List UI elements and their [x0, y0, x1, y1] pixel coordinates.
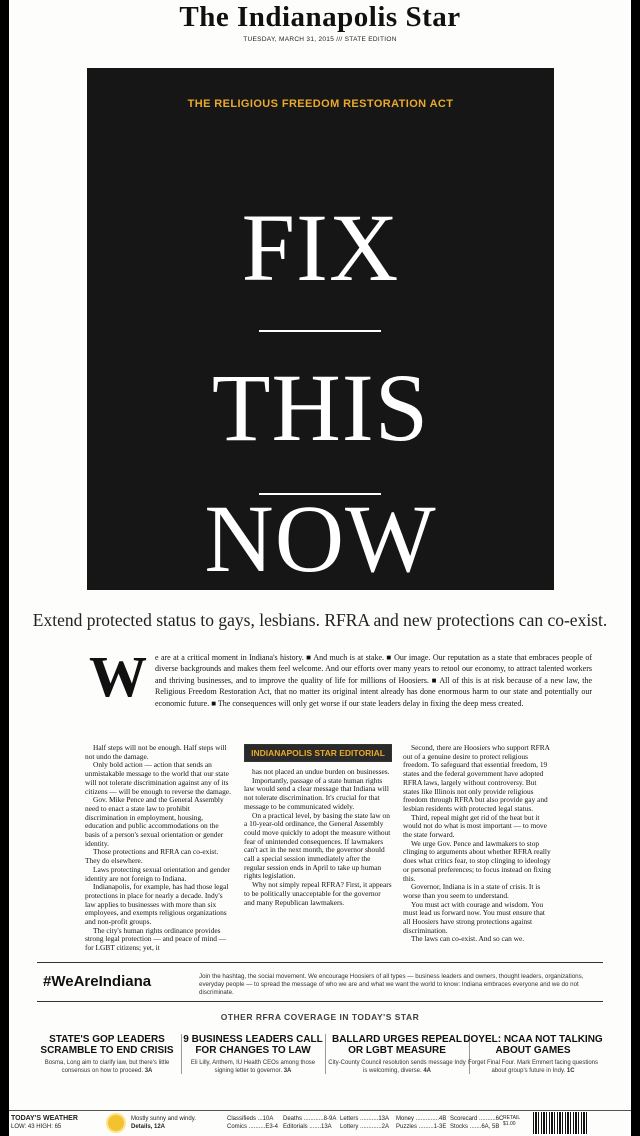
paragraph: Importantly, passage of a state human rights law would send a clear message that Indiana will not tolerate discrimination. It's crucial for that message to be communicated widely.: [244, 775, 389, 811]
hashtag-bar: [37, 962, 603, 1002]
price-box: [503, 1115, 520, 1127]
teaser-summary: City-County Council resolution sends message Indy is welcoming, diverse. 4A: [328, 1060, 466, 1074]
index-group: [450, 1115, 503, 1131]
editorial-label-box: [244, 744, 392, 762]
editorial-label: INDIANAPOLIS STAR EDITORIAL: [245, 745, 391, 761]
teaser-page: 4A: [423, 1068, 432, 1074]
footer-index-bar: [9, 1110, 631, 1136]
hero-panel: [87, 68, 554, 590]
index-entry: Stocks .......6A, 5B: [450, 1124, 500, 1130]
index-group: [227, 1115, 278, 1131]
paragraph: has not placed an undue burden on businesses.: [252, 767, 390, 776]
index-entry: Deaths ............8-9A: [283, 1116, 337, 1122]
teaser-page: 3A: [144, 1068, 153, 1074]
weather-title: TODAY'S WEATHER: [11, 1115, 78, 1122]
paragraph: Second, there are Hoosiers who support RFRA out of a genuine desire to protect religious freedom. To safeguard that essential freedom, 19 states and the federal government have adopted RFRA laws, largely without controversy. But states like Illinois not only provide religious freedom through RFRA but also provide gay and lesbian residents with protected legal status.: [403, 743, 550, 813]
teaser-headline: DOYEL: NCAA NOT TALKING ABOUT GAMES: [463, 1034, 603, 1056]
teaser-page: 1C: [566, 1068, 575, 1074]
hashtag-text: Join the hashtag, the social movement. We encourage Hoosiers of all types — business leaders and owners, thought leaders, organizations, everyday people — to spread the message of who we are and what we want the world to know: Indiana embraces everyone and we do not discriminate.: [199, 973, 584, 996]
index-group: [340, 1115, 389, 1131]
index-entry: Money ..............4B: [396, 1116, 447, 1122]
teaser-summary: Forget Final Four. Mark Emmert facing questions about group's future in Indy. 1C: [467, 1060, 599, 1074]
paragraph: Half steps will not be enough. Half steps will not undo the damage.: [85, 743, 227, 761]
hero-divider: [259, 330, 381, 332]
weather-details-link[interactable]: Details, 12A: [131, 1124, 166, 1130]
index-entry: Comics ..........E3-4: [227, 1124, 279, 1130]
newspaper-front-page: [9, 0, 631, 1136]
teaser-summary: Bosma, Long aim to clarify law, but there's little consensus on how to proceed. 3A: [44, 1060, 170, 1074]
paragraph: Only bold action — action that sends an unmistakable message to the world that our state will not tolerate discrimination against any of its citizens — will be enough to reverse the damage.: [85, 760, 231, 796]
hero-kicker: THE RELIGIOUS FREEDOM RESTORATION ACT: [187, 98, 454, 110]
paragraph: Why not simply repeal RFRA? First, it appears to be politically unacceptable for the governor and many Republican lawmakers.: [244, 880, 392, 907]
paragraph: Governor, Indiana is in a state of crisis. It is worse than you seem to understand.: [403, 882, 541, 900]
index-group: [283, 1115, 336, 1131]
deck-subheadline: Extend protected status to gays, lesbians. RFRA and new protections can co-exist.: [32, 610, 608, 630]
teaser-item[interactable]: [183, 1034, 323, 1075]
hero-word-now: NOW: [204, 485, 437, 592]
hero-word-this: THIS: [211, 354, 430, 461]
teaser-headline: BALLARD URGES REPEAL OR LGBT MEASURE: [331, 1034, 462, 1056]
index-entry: Puzzles .........1-3E: [396, 1124, 447, 1130]
column-3: [403, 744, 551, 944]
intro-paragraph: [89, 644, 592, 709]
column-2: [244, 744, 392, 907]
paragraph: Gov. Mike Pence and the General Assembly need to enact a state law to prohibit discrimination in employment, housing, education and public accommodations on the basis of a person's sexual orientation or gender identity.: [85, 795, 224, 848]
weather-temps: LOW: 43 HIGH: 65: [11, 1124, 62, 1130]
column-1: [85, 744, 233, 953]
sun-icon: [106, 1113, 126, 1133]
dropcap: W: [89, 644, 147, 709]
teaser-item[interactable]: [463, 1034, 603, 1075]
teaser-divider: [325, 1034, 326, 1074]
paragraph: Third, repeal might get rid of the heat but it would not do what is most important — to move the state forward.: [403, 812, 547, 840]
teaser-headline: 9 BUSINESS LEADERS CALL FOR CHANGES TO LAW: [183, 1034, 323, 1056]
paragraph: Indianapolis, for example, has had those legal protections in place for nearly a decade. Indy's law applies to businesses with more than six employees, and exempts religious organizations and non-profit groups.: [85, 882, 229, 927]
paragraph: You must act with courage and wisdom. You must lead us forward now. You must ensure that all Hoosiers have strong protections against discrimination.: [403, 899, 545, 935]
weather-forecast: Mostly sunny and windy.: [131, 1116, 196, 1122]
dateline: TUESDAY, MARCH 31, 2015 /// STATE EDITION: [243, 36, 397, 43]
paragraph: On a practical level, by basing the state law on a 10-year-old ordinance, the General Assembly could move quickly to adopt the measure without fear of unintended consequences. If lawmakers can't act in the next month, the governor should call a special session immediately after the regular session ends in April to take up human rights legislation.: [244, 810, 391, 881]
index-entry: Scorecard ..........6C: [450, 1116, 504, 1122]
index-entry: Editorials .......13A: [283, 1124, 332, 1130]
other-coverage-heading: OTHER RFRA COVERAGE IN TODAY'S STAR: [220, 1012, 420, 1022]
intro-text: e are at a critical moment in Indiana's history. ■ And much is at stake. ■ Our image. Our reputation as a state that embraces people of diverse backgrounds and makes them feel welcome. And our efforts over many years to retool our economy, to attract talented workers and thriving businesses, and to improve the quality of life for millions of Hoosiers. ■ All of this is at risk because of a new law, the Religious Freedom Restoration Act, that no matter its original intent already has done enormous harm to our state and potentially our economic future. ■ The consequences will only get worse if our state leaders delay in fixing the deep mess created.: [155, 653, 592, 708]
index-entry: Classifieds ...10A: [227, 1116, 274, 1122]
paragraph: Those protections and RFRA can co-exist. They do elsewhere.: [85, 847, 219, 866]
price-label: RETAIL: [503, 1115, 521, 1121]
teaser-divider: [181, 1034, 182, 1074]
teaser-item[interactable]: [327, 1034, 467, 1075]
hero-word-fix: FIX: [241, 194, 400, 301]
paragraph: The city's human rights ordinance provides strong legal protection — and peace of mind — for LGBT citizens; yet, it: [85, 925, 227, 953]
teaser-item[interactable]: [37, 1034, 177, 1075]
price-value: $1.00: [503, 1121, 516, 1127]
paragraph: Laws protecting sexual orientation and gender identity are not foreign to Indiana.: [85, 864, 230, 883]
teaser-page: 3A: [283, 1068, 292, 1074]
index-entry: Lottery .............2A: [340, 1124, 390, 1130]
weather-description: [131, 1115, 217, 1131]
paragraph: The laws can co-exist. And so can we.: [411, 934, 525, 944]
coverage-teasers: [37, 1034, 603, 1074]
masthead: The Indianapolis Star: [179, 1, 461, 33]
teaser-summary: Eli Lilly, Anthem, IU Health CEOs among those signing letter to governor. 3A: [190, 1060, 316, 1074]
index-entry: Letters ...........13A: [340, 1116, 390, 1122]
barcode: [533, 1112, 589, 1134]
hashtag-title: #WeAreIndiana: [43, 973, 152, 990]
teaser-headline: STATE'S GOP LEADERS SCRAMBLE TO END CRISIS: [40, 1034, 174, 1056]
index-group: [396, 1115, 446, 1131]
paragraph: We urge Gov. Pence and lawmakers to stop clinging to arguments about whether RFRA really does what critics fear, to stop clinging to ideology or personal preferences; to focus instead on fixing this.: [403, 838, 551, 883]
weather-box: [11, 1115, 91, 1131]
